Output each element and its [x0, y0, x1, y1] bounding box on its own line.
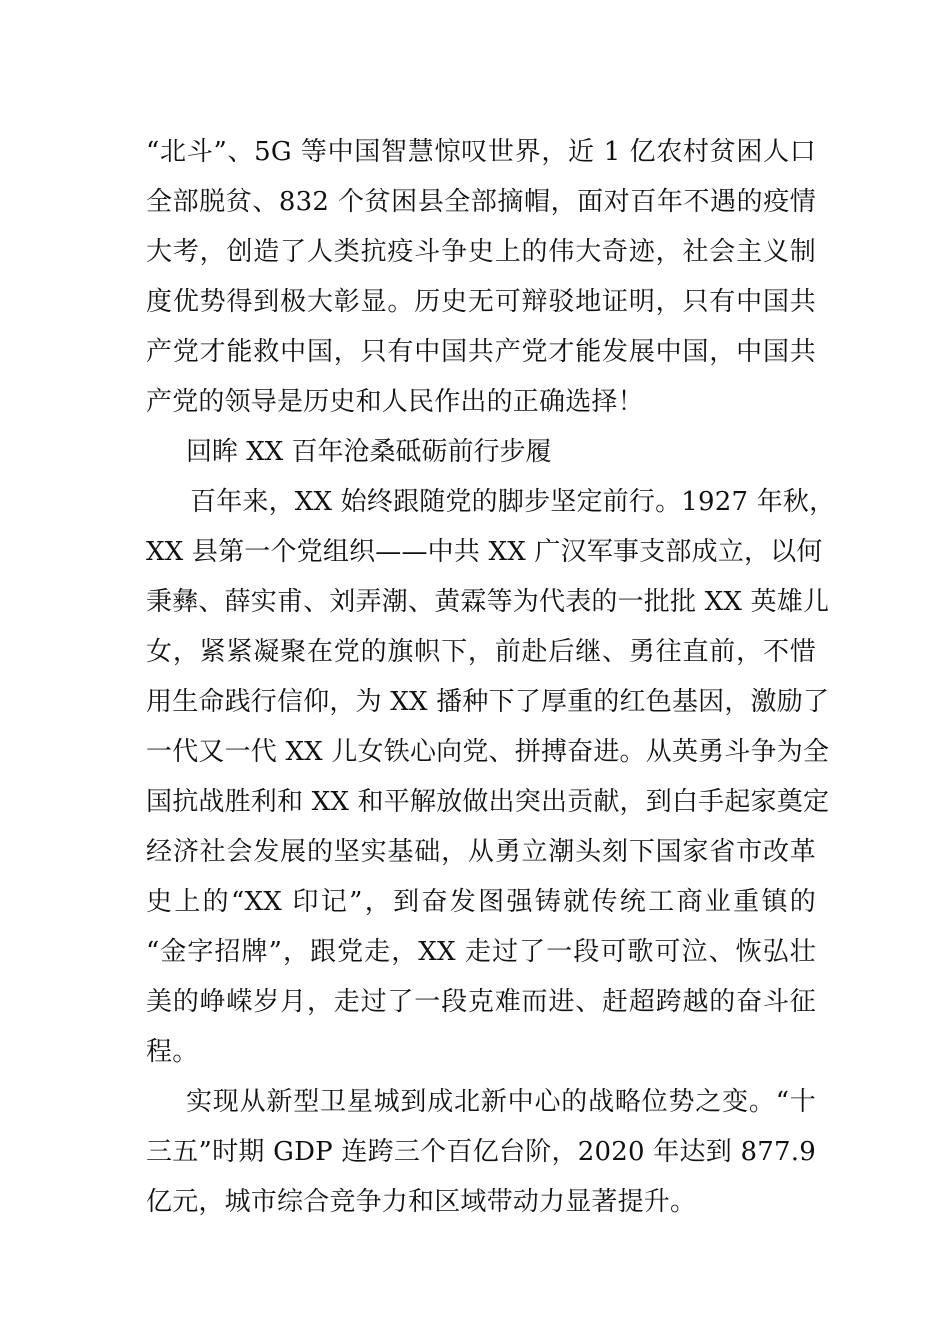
document-body: [146, 127, 836, 1227]
paragraph-line: 美的峥嵘岁月，走过了一段克难而进、赶超跨越的奋斗征: [146, 987, 816, 1017]
paragraph-line: 产党才能救中国，只有中国共产党才能发展中国，中国共: [146, 337, 816, 367]
paragraph-line: 用生命践行信仰，为 XX 播种下了厚重的红色基因，激励了: [146, 687, 830, 717]
paragraph-line: 产党的领导是历史和人民作出的正确选择！: [146, 387, 644, 417]
paragraph-line: 度优势得到极大彰显。历史无可辩驳地证明，只有中国共: [146, 287, 816, 317]
paragraph-line: 百年来，XX 始终跟随党的脚步坚定前行。1927 年秋，: [190, 487, 836, 517]
paragraph-line: “金字招牌”，跟党走，XX 走过了一段可歌可泣、恢弘壮: [146, 937, 816, 967]
paragraph-line: 全部脱贫、832 个贫困县全部摘帽，面对百年不遇的疫情: [146, 187, 816, 217]
paragraph-line: 一代又一代 XX 儿女铁心向党、拼搏奋进。从英勇斗争为全: [146, 737, 830, 767]
paragraph-line: “北斗”、5G 等中国智慧惊叹世界，近 1 亿农村贫困人口: [146, 137, 816, 167]
paragraph-line: 亿元，城市综合竞争力和区域带动力显著提升。: [146, 1187, 697, 1217]
paragraph-line: 大考，创造了人类抗疫斗争史上的伟大奇迹，社会主义制: [146, 237, 816, 267]
paragraph-line: 三五”时期 GDP 连跨三个百亿台阶，2020 年达到 877.9: [146, 1137, 816, 1167]
paragraph-line: 国抗战胜利和 XX 和平解放做出突出贡献，到白手起家奠定: [146, 787, 830, 817]
paragraph-line: 实现从新型卫星城到成北新中心的战略位势之变。“十: [186, 1087, 816, 1117]
paragraph-line: 秉彝、薛实甫、刘弄潮、黄霖等为代表的一批批 XX 英雄儿: [146, 587, 830, 617]
paragraph-line: 程。: [146, 1037, 199, 1067]
paragraph-line: 女，紧紧凝聚在党的旗帜下，前赴后继、勇往直前，不惜: [146, 637, 816, 667]
paragraph-line: 经济社会发展的坚实基础，从勇立潮头刻下国家省市改革: [146, 837, 816, 867]
paragraph-line: XX 县第一个党组织——中共 XX 广汉军事支部成立，以何: [146, 537, 823, 567]
paragraph-line: 史上的“XX 印记”，到奋发图强铸就传统工商业重镇的: [146, 887, 816, 917]
section-heading: 回眸 XX 百年沧桑砥砺前行步履: [186, 437, 552, 467]
